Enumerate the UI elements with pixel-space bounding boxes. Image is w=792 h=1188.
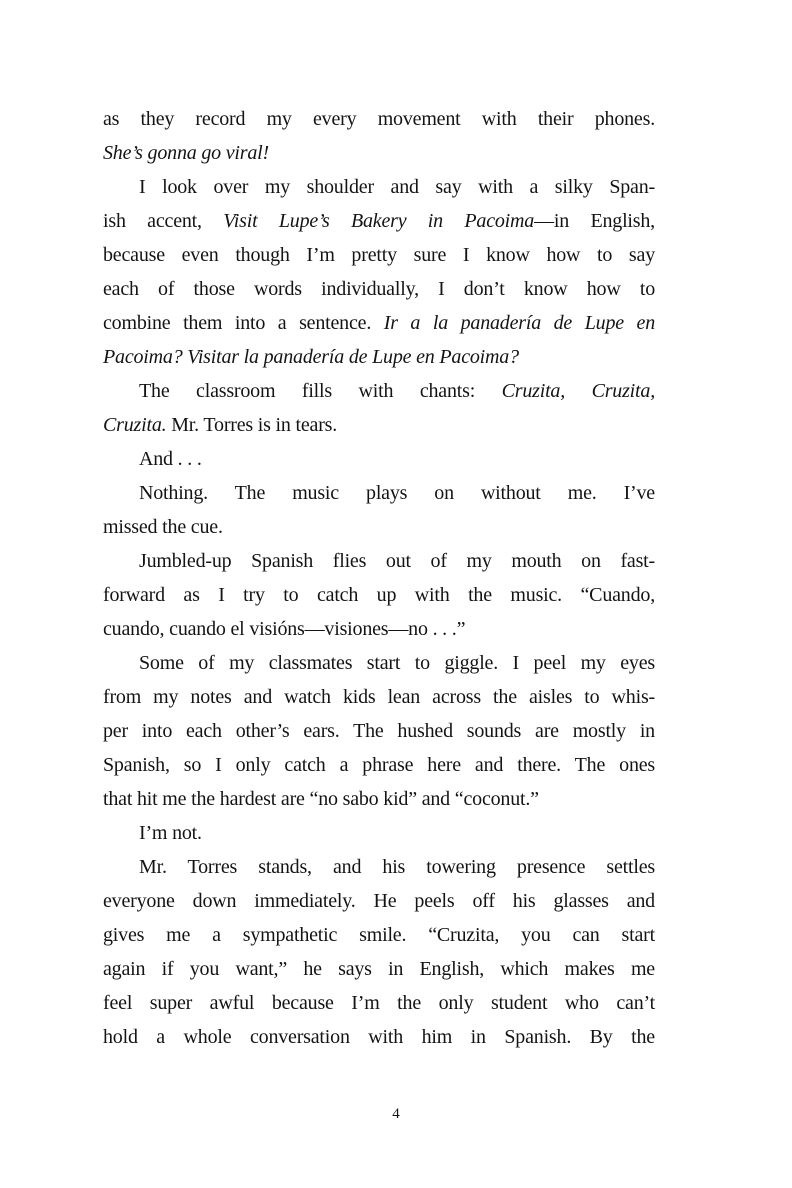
text-line (103, 612, 655, 646)
text-line (103, 374, 655, 408)
text-line (103, 748, 655, 782)
page-number: 4 (392, 1106, 400, 1122)
text-line (103, 102, 655, 136)
italic-text-run: Ir a la panadería de Lupe en (383, 312, 656, 334)
text-line (103, 408, 655, 442)
text-line (103, 816, 655, 850)
text-line (103, 510, 655, 544)
text-line (103, 884, 655, 918)
text-line (103, 136, 655, 170)
text-line (103, 782, 655, 816)
text-line (103, 340, 655, 374)
text-run: —in English, (534, 210, 655, 232)
text-line (103, 714, 655, 748)
text-run: each of those words individually, I don’t know how to (103, 278, 655, 300)
text-line (103, 204, 655, 238)
text-run: because even though I’m pretty sure I know how to say (103, 244, 655, 266)
text-run: ish accent, (103, 210, 224, 232)
text-run: I’m not. (139, 822, 202, 844)
text-run: per into each other’s ears. The hushed sounds are mostly in (103, 720, 655, 742)
text-run: Some of my classmates start to giggle. I peel my eyes (139, 652, 655, 674)
text-line (103, 238, 655, 272)
italic-text-run: She’s gonna go viral! (103, 142, 269, 164)
text-run: Mr. Torres stands, and his towering presence settles (139, 856, 655, 878)
italic-text-run: Cruzita, Cruzita, (501, 380, 655, 402)
text-line (103, 952, 655, 986)
text-run: that hit me the hardest are “no sabo kid” and “coconut.” (103, 788, 539, 810)
text-line (103, 986, 655, 1020)
italic-text-run: Visit Lupe’s Bakery in Pacoima (223, 210, 535, 232)
text-line (103, 578, 655, 612)
text-run: missed the cue. (103, 516, 223, 538)
text-line (103, 646, 655, 680)
text-line (103, 476, 655, 510)
text-line (103, 442, 655, 476)
text-run: combine them into a sentence. (103, 312, 384, 334)
italic-text-run: Pacoima? Visitar la panadería de Lupe en Pacoima? (103, 346, 519, 368)
text-run: Mr. Torres is in tears. (166, 414, 338, 436)
text-line (103, 850, 655, 884)
text-run: gives me a sympathetic smile. “Cruzita, you can start (103, 924, 655, 946)
text-line (103, 1020, 655, 1054)
page-text-block (103, 102, 655, 1054)
text-run: The classroom fills with chants: (139, 380, 502, 402)
text-run: hold a whole conversation with him in Spanish. By the (103, 1026, 655, 1048)
text-run: forward as I try to catch up with the music. “Cuando, (103, 584, 655, 606)
text-run: I look over my shoulder and say with a silky Span- (139, 176, 655, 198)
text-run: feel super awful because I’m the only student who can’t (103, 992, 655, 1014)
italic-text-run: Cruzita. (103, 414, 167, 436)
text-run: as they record my every movement with their phones. (103, 108, 655, 130)
text-line (103, 918, 655, 952)
text-run: And . . . (139, 448, 202, 470)
text-line (103, 272, 655, 306)
text-run: Nothing. The music plays on without me. I’ve (139, 482, 655, 504)
text-run: from my notes and watch kids lean across the aisles to whis- (103, 686, 655, 708)
text-line (103, 306, 655, 340)
text-line (103, 544, 655, 578)
text-run: cuando, cuando el visións—visiones—no . . .” (103, 618, 466, 640)
text-run: Spanish, so I only catch a phrase here and there. The ones (103, 754, 655, 776)
text-run: again if you want,” he says in English, which makes me (103, 958, 655, 980)
text-line (103, 680, 655, 714)
text-run: Jumbled-up Spanish flies out of my mouth on fast- (139, 550, 655, 572)
text-run: everyone down immediately. He peels off his glasses and (103, 890, 655, 912)
text-line (103, 170, 655, 204)
